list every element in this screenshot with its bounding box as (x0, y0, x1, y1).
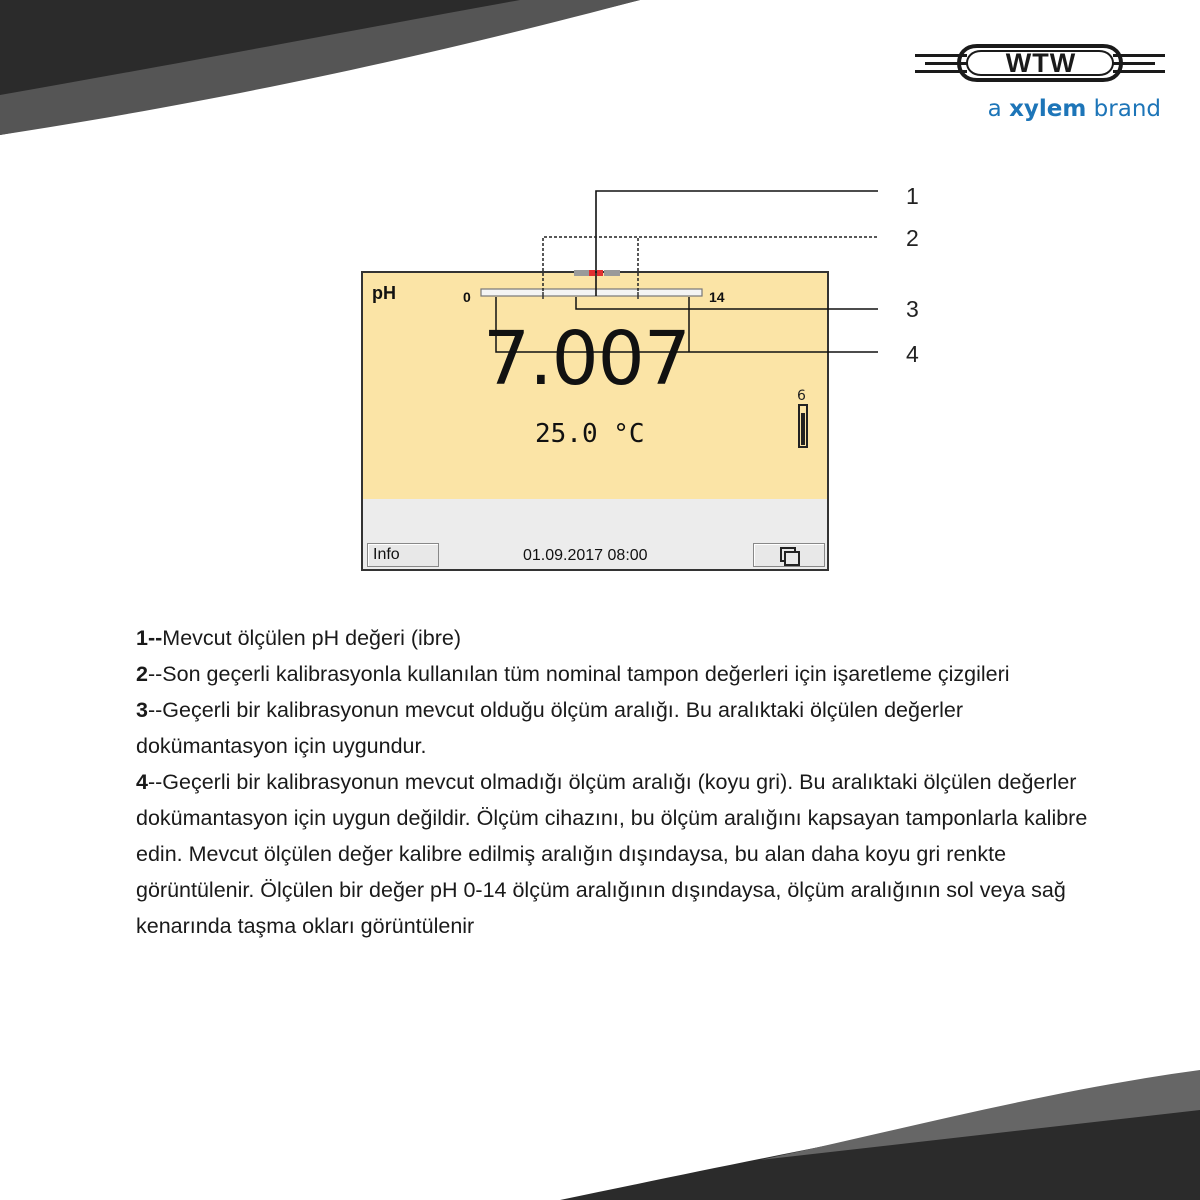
callout-line-3 (576, 297, 878, 309)
tagline-suffix: brand (1093, 96, 1161, 122)
legend-text: Geçerli bir kalibrasyonun mevcut olmadığı ölçüm aralığı (koyu gri). Bu aralıktaki ölçülen değerler dokümantasyon için uygun değildir. Ölçüm cihazını, bu ölçüm aralığını kapsayan tamponlarla kalibre edin. Mevcut ölçülen değer kalibre edilmiş aralığın dışındaysa, bu alan daha koyu gri renkte görüntülenir. Ölçülen bir değer pH 0-14 ölçüm aralığının dışındaysa, ölçüm aralığının sol veya sağ kenarında taşma okları görüntülenir (136, 770, 1088, 938)
tagline-prefix: a (987, 96, 1002, 122)
info-button[interactable]: Info (367, 543, 439, 567)
legend-item (136, 620, 1116, 656)
ph-bar-graph (481, 289, 702, 296)
legend-text: Son geçerli kalibrasyonla kullanılan tüm nominal tampon değerleri için işaretleme çizgileri (162, 662, 1010, 686)
legend-description (136, 620, 1116, 944)
callout-line-2 (543, 237, 878, 291)
callout-number-4: 4 (906, 341, 919, 367)
callout-number-3: 3 (906, 296, 919, 322)
callout-number-1: 1 (906, 183, 919, 209)
callout-number-2: 2 (906, 225, 919, 251)
legend-separator: -- (147, 698, 163, 722)
range-mark-right (604, 270, 620, 276)
legend-item (136, 656, 1116, 692)
logo-text: WTW (1005, 48, 1077, 78)
legend-number: 1 (136, 626, 148, 650)
legend-separator: -- (147, 626, 163, 650)
legend-number: 2 (136, 662, 148, 686)
legend-separator: -- (147, 662, 163, 686)
needle-mark-red-left (589, 270, 595, 276)
legend-item (136, 692, 1116, 764)
legend-number: 3 (136, 698, 148, 722)
needle-mark-red-right (597, 270, 603, 276)
scale-max-label: 14 (709, 289, 725, 305)
date-time: 01.09.2017 08:00 (523, 547, 648, 564)
callout-line-4 (496, 297, 878, 352)
legend-number: 4 (136, 770, 148, 794)
legend-text: Geçerli bir kalibrasyonun mevcut olduğu ölçüm aralığı. Bu aralıktaki ölçülen değerler dokümantasyon için uygundur. (136, 698, 963, 758)
parameter-label: pH (372, 283, 396, 303)
legend-separator: -- (147, 770, 163, 794)
tagline-brand: xylem (1009, 96, 1087, 122)
scale-min-label: 0 (463, 289, 471, 305)
legend-text: Mevcut ölçülen pH değeri (ibre) (162, 626, 462, 650)
legend-item (136, 764, 1116, 944)
svg-text:6: 6 (797, 388, 806, 404)
ph-value: 7.007 (483, 316, 690, 402)
range-mark-left (574, 270, 590, 276)
temperature-value: 25.0 °C (535, 419, 645, 449)
